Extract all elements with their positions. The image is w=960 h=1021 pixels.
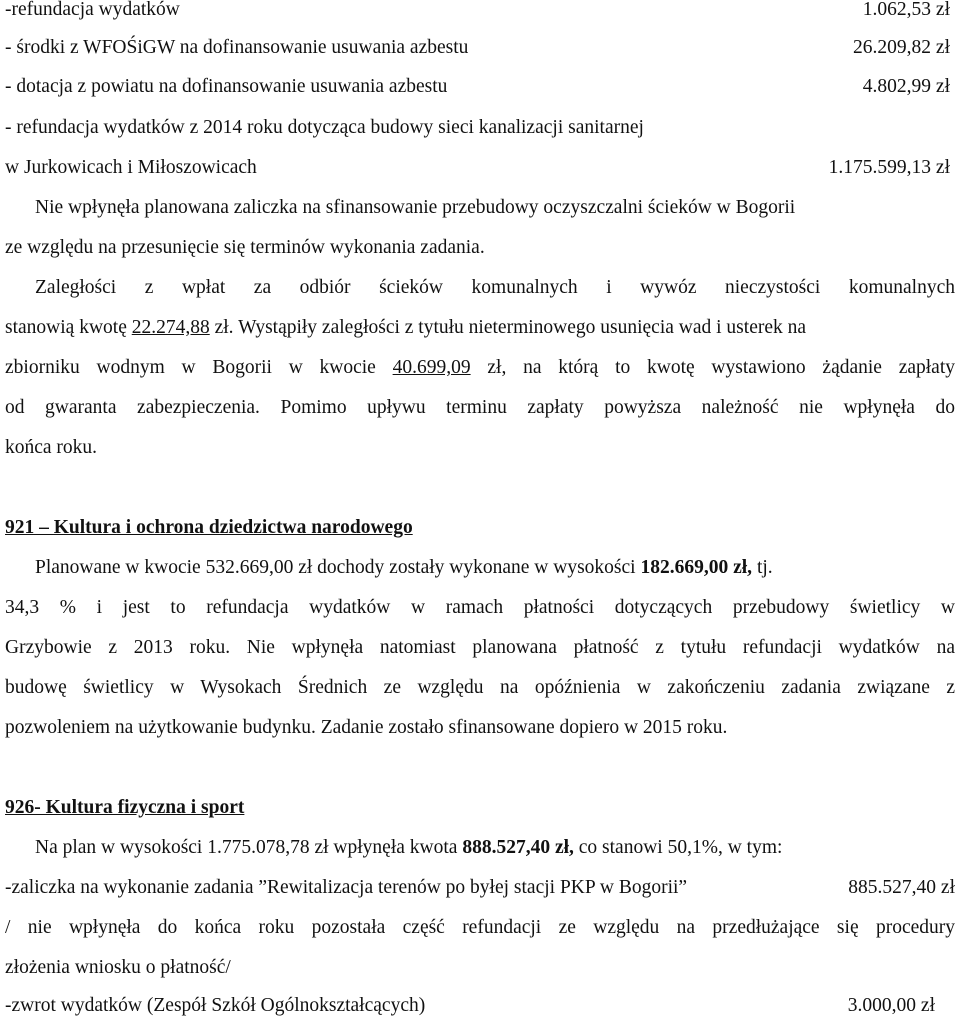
text-run: Planowane w kwocie 532.669,00 zł dochody zostały wykonane w wysokości — [35, 557, 641, 578]
paragraph-arrears-line3 — [5, 355, 955, 381]
section-921-line2: 34,3 % i jest to refundacja wydatków w ramach płatności dotyczących przebudowy świetlicy w — [5, 597, 955, 618]
item-amount: 885.527,40 zł — [848, 877, 955, 898]
item-amount: 1.175.599,13 zł — [828, 157, 950, 178]
revenue-item-powiat — [5, 74, 955, 100]
item-amount: 4.802,99 zł — [862, 76, 950, 97]
section-heading-926: 926- Kultura fizyczna i sport — [5, 797, 245, 818]
section-926-line5 — [5, 993, 955, 1019]
text-run: tj. — [752, 557, 773, 578]
item-label: - dotacja z powiatu na dofinansowanie usuwania azbestu — [5, 76, 448, 97]
text-run: co stanowi 50,1%, w tym: — [573, 837, 783, 858]
paragraph-advance-line1 — [5, 195, 955, 221]
item-label: -zwrot wydatków (Zespół Szkół Ogólnokształcących) — [5, 995, 426, 1016]
text-run: zł. Wystąpiły zaległości z tytułu nieterminowego usunięcia wad i usterek na — [209, 317, 807, 338]
revenue-item-sewer-desc: - refundacja wydatków z 2014 roku dotycząca budowy sieci kanalizacji sanitarnej — [5, 117, 644, 138]
item-label: - środki z WFOŚiGW na dofinansowanie usuwania azbestu — [5, 37, 469, 58]
section-921-line1 — [5, 555, 955, 581]
revenue-item-refund — [5, 0, 955, 23]
revenue-item-sewer — [5, 155, 955, 181]
text-run: Na plan w wysokości 1.775.078,78 zł wpłynęła kwota — [35, 837, 463, 858]
underlined-amount: 40.699,09 — [392, 357, 471, 378]
text-run: zł, na którą to kwotę wystawiono żądanie zapłaty — [470, 357, 956, 378]
item-label: w Jurkowicach i Miłoszowicach — [5, 157, 257, 178]
paragraph-advance-line2: ze względu na przesunięcie się terminów wykonania zadania. — [5, 237, 485, 258]
underlined-amount: 22.274,88 — [131, 317, 210, 338]
item-amount: 1.062,53 zł — [862, 0, 950, 20]
paragraph-arrears-line2 — [5, 315, 955, 341]
section-921-line5: pozwoleniem na użytkowanie budynku. Zadanie zostało sfinansowane dopiero w 2015 roku. — [5, 717, 728, 738]
section-921-line3: Grzybowie z 2013 roku. Nie wpłynęła natomiast planowana płatność z tytułu refundacji wydatków na — [5, 637, 955, 658]
text-run: stanowią kwotę — [5, 317, 132, 338]
section-921-line4: budowę świetlicy w Wysokach Średnich ze względu na opóźnienia w zakończeniu zadania związane z — [5, 677, 955, 698]
section-926-line1 — [5, 835, 955, 861]
bold-amount: 182.669,00 zł, — [640, 557, 753, 578]
bold-amount: 888.527,40 zł, — [462, 837, 574, 858]
text-run: zbiorniku wodnym w Bogorii w kwocie — [5, 357, 393, 378]
item-label: -zaliczka na wykonanie zadania ”Rewitalizacja terenów po byłej stacji PKP w Bogorii” — [5, 877, 688, 898]
section-926-line2 — [5, 875, 955, 901]
section-926-line3: / nie wpłynęła do końca roku pozostała część refundacji ze względu na przedłużające się procedury — [5, 917, 955, 938]
paragraph-arrears-line1: Zaległości z wpłat za odbiór ścieków komunalnych i wywóz nieczystości komunalnych — [35, 277, 955, 298]
item-amount: 26.209,82 zł — [853, 37, 950, 58]
paragraph-arrears-line4: od gwaranta zabezpieczenia. Pomimo upływu terminu zapłaty powyższa należność nie wpłynęła do — [5, 397, 955, 418]
revenue-item-wfosigw — [5, 35, 955, 61]
item-amount: 3.000,00 zł — [847, 995, 935, 1016]
item-label: -refundacja wydatków — [5, 0, 180, 20]
paragraph-text: Nie wpłynęła planowana zaliczka na sfinansowanie przebudowy oczyszczalni ścieków w Bogorii — [35, 197, 796, 218]
section-926-line4: złożenia wniosku o płatność/ — [5, 957, 231, 978]
section-heading-921: 921 – Kultura i ochrona dziedzictwa narodowego — [5, 517, 413, 538]
paragraph-arrears-line5: końca roku. — [5, 437, 98, 458]
